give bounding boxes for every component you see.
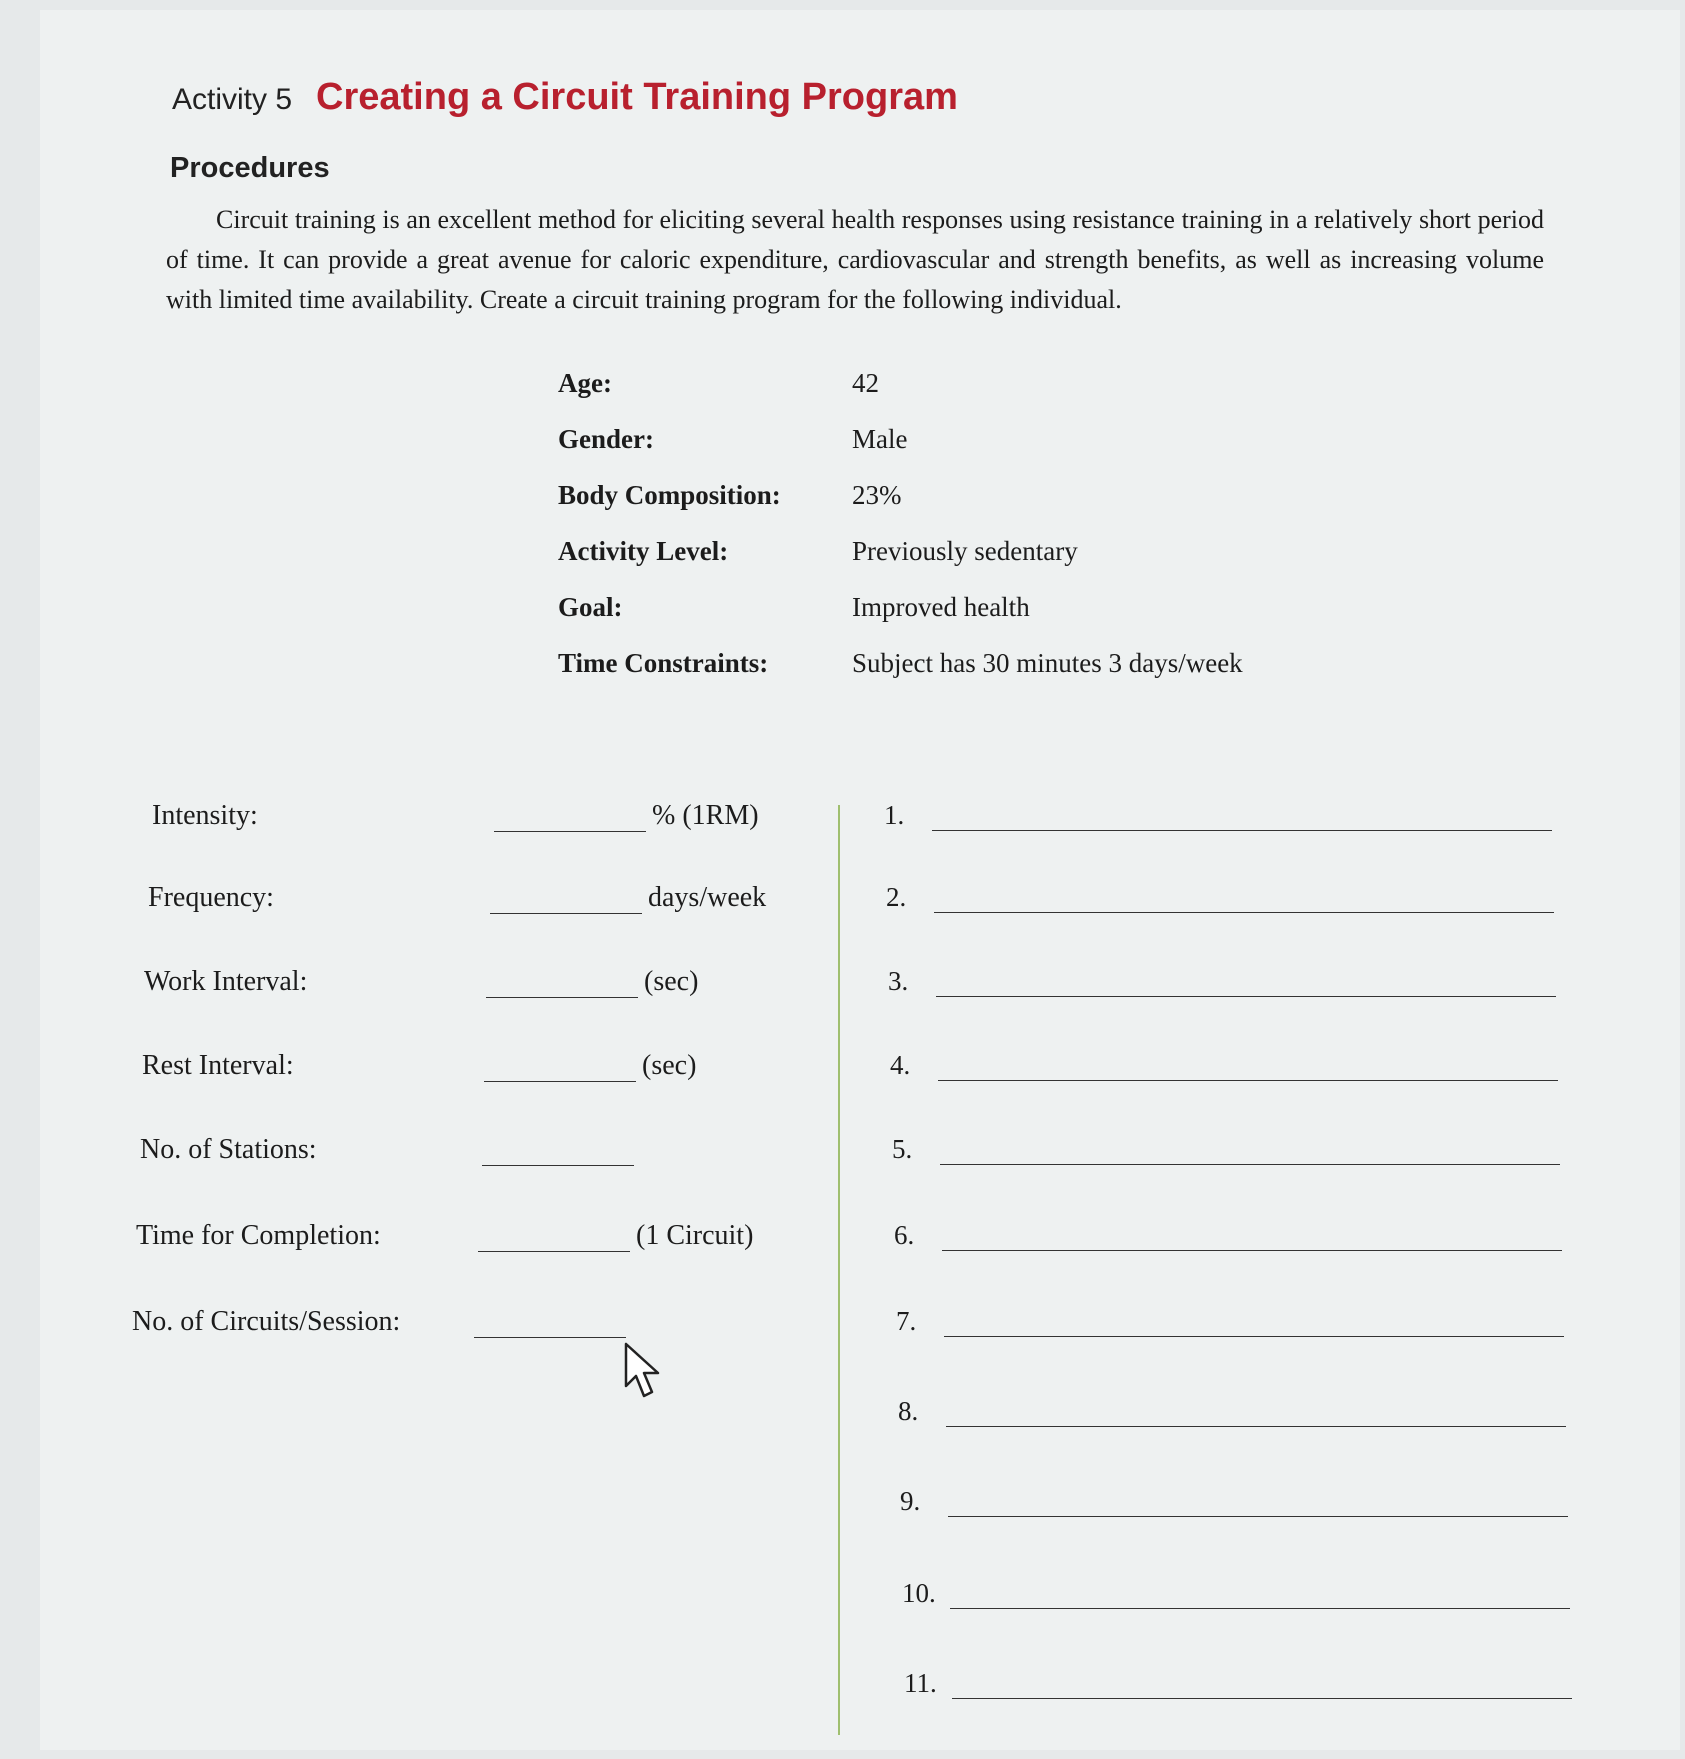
station-blank[interactable]	[932, 806, 1552, 831]
station-row	[890, 1050, 1558, 1081]
station-row	[884, 800, 1552, 831]
profile-label: Body Composition:	[558, 479, 781, 510]
rest-interval-blank[interactable]	[484, 1055, 636, 1082]
station-number: 11.	[904, 1668, 937, 1698]
param-rest-interval	[142, 1050, 696, 1082]
station-blank[interactable]	[952, 1674, 1572, 1699]
station-number: 10.	[902, 1578, 936, 1608]
station-row	[896, 1306, 1564, 1337]
frequency-blank[interactable]	[490, 887, 642, 914]
client-profile	[558, 355, 1272, 691]
station-number: 7.	[896, 1306, 917, 1336]
station-blank[interactable]	[944, 1312, 1564, 1337]
profile-row-time-constraints	[558, 635, 1272, 691]
param-unit: (1 Circuit)	[636, 1220, 754, 1251]
param-unit: (sec)	[644, 966, 699, 997]
station-number: 5.	[892, 1134, 913, 1164]
profile-label: Time Constraints:	[558, 647, 769, 678]
station-row	[888, 966, 1556, 997]
param-label: No. of Circuits/Session:	[132, 1306, 401, 1337]
param-circuits-session	[132, 1306, 632, 1338]
param-work-interval	[144, 966, 698, 998]
intensity-blank[interactable]	[494, 805, 646, 832]
profile-value: Improved health	[852, 591, 1030, 622]
station-number: 3.	[888, 966, 909, 996]
station-row	[900, 1486, 1568, 1517]
station-blank[interactable]	[948, 1492, 1568, 1517]
procedures-text: Circuit training is an excellent method for eliciting several health responses using resistance training in a relatively short period of time. It can provide a great avenue for caloric expenditure, cardiovascular and strength benefits, as well as increasing volume with limited time availability. Create a circuit training program for the following individual.	[166, 205, 1544, 314]
profile-row-gender	[558, 411, 1272, 467]
param-label: Time for Completion:	[136, 1220, 381, 1251]
param-intensity	[152, 800, 759, 832]
profile-label: Gender:	[558, 423, 654, 454]
profile-value: 42	[852, 367, 879, 398]
profile-label: Activity Level:	[558, 535, 729, 566]
param-stations	[140, 1134, 640, 1166]
mouse-pointer-icon	[622, 1340, 666, 1404]
station-blank[interactable]	[934, 888, 1554, 913]
profile-label: Age:	[558, 367, 612, 398]
station-blank[interactable]	[938, 1056, 1558, 1081]
profile-row-activity-level	[558, 523, 1272, 579]
station-number: 1.	[884, 800, 905, 830]
param-time-completion	[136, 1220, 753, 1252]
profile-row-body-composition	[558, 467, 1272, 523]
param-unit: % (1RM)	[652, 800, 759, 831]
profile-label: Goal:	[558, 591, 623, 622]
station-number: 8.	[898, 1396, 919, 1426]
profile-value: Previously sedentary	[852, 535, 1078, 566]
param-label: Frequency:	[148, 882, 274, 913]
station-blank[interactable]	[946, 1402, 1566, 1427]
station-row	[892, 1134, 1560, 1165]
param-label: Intensity:	[152, 800, 258, 831]
station-number: 6.	[894, 1220, 915, 1250]
stations-blank[interactable]	[482, 1139, 634, 1166]
station-row	[894, 1220, 1562, 1251]
station-row	[898, 1396, 1566, 1427]
profile-value: Male	[852, 423, 908, 454]
station-blank[interactable]	[942, 1226, 1562, 1251]
param-unit: (sec)	[642, 1050, 697, 1081]
column-divider	[838, 805, 840, 1735]
param-label: Rest Interval:	[142, 1050, 294, 1081]
station-blank[interactable]	[940, 1140, 1560, 1165]
activity-title: Creating a Circuit Training Program	[316, 76, 958, 118]
activity-number: Activity 5	[172, 83, 293, 116]
profile-value: 23%	[852, 479, 902, 510]
circuits-session-blank[interactable]	[474, 1311, 626, 1338]
param-label: Work Interval:	[144, 966, 308, 997]
station-number: 4.	[890, 1050, 911, 1080]
activity-header	[172, 76, 958, 119]
station-blank[interactable]	[950, 1584, 1570, 1609]
station-blank[interactable]	[936, 972, 1556, 997]
profile-value: Subject has 30 minutes 3 days/week	[852, 647, 1243, 678]
station-row	[904, 1668, 1572, 1699]
time-completion-blank[interactable]	[478, 1225, 630, 1252]
profile-row-age	[558, 355, 1272, 411]
param-label: No. of Stations:	[140, 1134, 317, 1165]
param-frequency	[148, 882, 766, 914]
param-unit: days/week	[648, 882, 767, 913]
profile-row-goal	[558, 579, 1272, 635]
station-row	[902, 1578, 1570, 1609]
work-interval-blank[interactable]	[486, 971, 638, 998]
station-number: 9.	[900, 1486, 921, 1516]
procedures-heading: Procedures	[170, 152, 330, 184]
station-row	[886, 882, 1554, 913]
station-number: 2.	[886, 882, 907, 912]
